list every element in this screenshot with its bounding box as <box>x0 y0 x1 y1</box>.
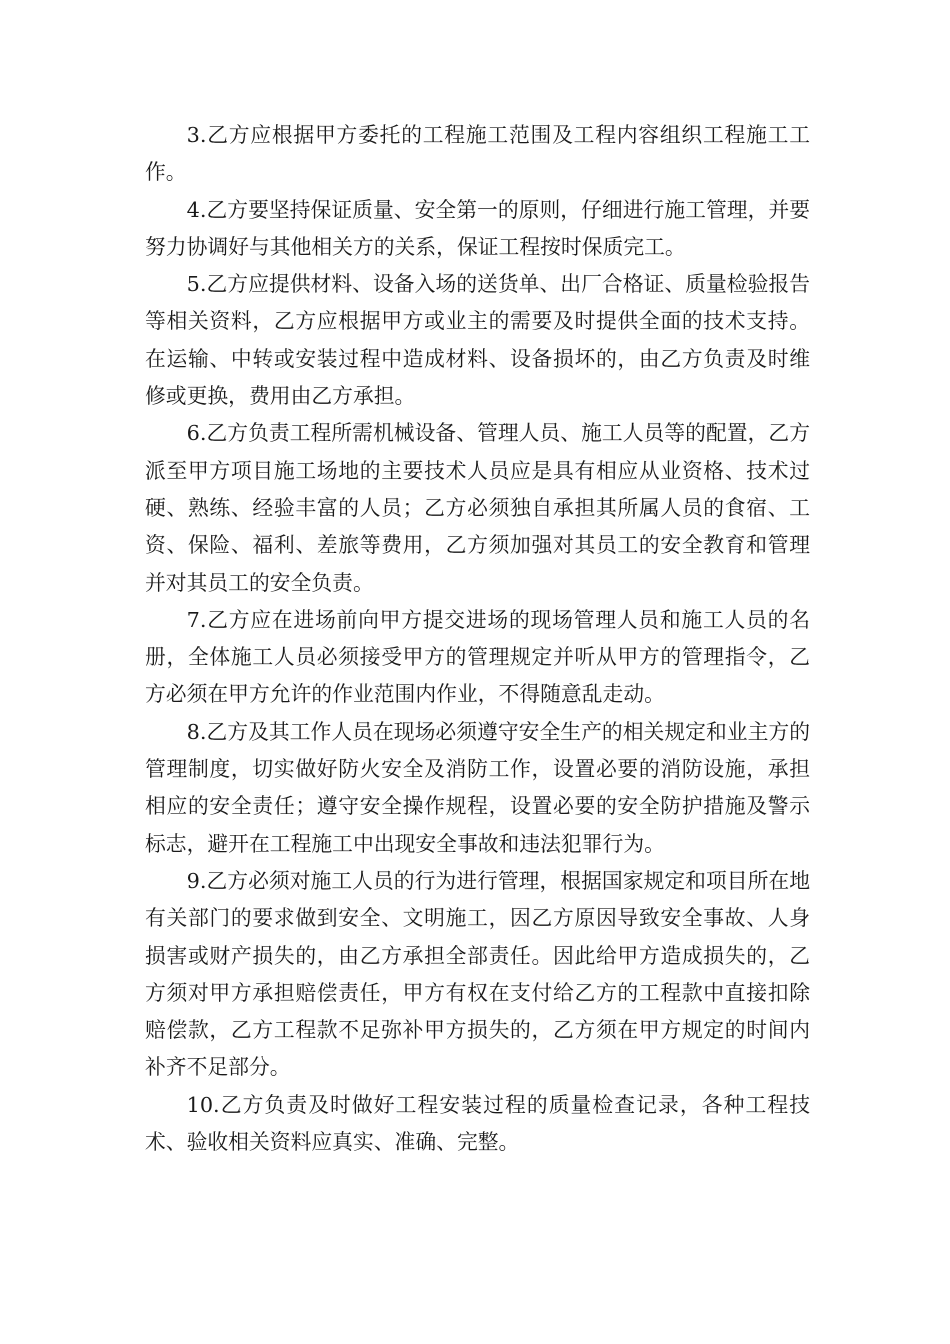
clause-6: 6.乙方负责工程所需机械设备、管理人员、施工人员等的配置，乙方派至甲方项目施工场地的主要技术人员应是具有相应从业资格、技术过硬、熟练、经验丰富的人员；乙方必须独自承担其所属人员的食宿、工资、保险、福利、差旅等费用，乙方须加强对其员工的安全教育和管理并对其员工的安全负责。 <box>145 421 810 595</box>
clause-8: 8.乙方及其工作人员在现场必须遵守安全生产的相关规定和业主方的管理制度，切实做好防火安全及消防工作，设置必要的消防设施，承担相应的安全责任；遵守安全操作规程，设置必要的安全防护措施及警示标志，避开在工程施工中出现安全事故和违法犯罪行为。 <box>145 719 810 856</box>
clause-9: 9.乙方必须对施工人员的行为进行管理，根据国家规定和项目所在地有关部门的要求做到安全、文明施工，因乙方原因导致安全事故、人身损害或财产损失的，由乙方承担全部责任。因此给甲方造成损失的，乙方须对甲方承担赔偿责任，甲方有权在支付给乙方的工程款中直接扣除赔偿款，乙方工程款不足弥补甲方损失的，乙方须在甲方规定的时间内补齐不足部分。 <box>145 868 810 1080</box>
clause-7: 7.乙方应在进场前向甲方提交进场的现场管理人员和施工人员的名册，全体施工人员必须接受甲方的管理规定并听从甲方的管理指令，乙方必须在甲方允许的作业范围内作业，不得随意乱走动。 <box>145 607 810 707</box>
clause-10: 10.乙方负责及时做好工程安装过程的质量检查记录，各种工程技术、验收相关资料应真实、准确、完整。 <box>145 1092 810 1155</box>
clause-3: 3.乙方应根据甲方委托的工程施工范围及工程内容组织工程施工工作。 <box>145 123 810 185</box>
clause-5: 5.乙方应提供材料、设备入场的送货单、出厂合格证、质量检验报告等相关资料，乙方应根据甲方或业主的需要及时提供全面的技术支持。在运输、中转或安装过程中造成材料、设备损坏的，由乙方负责及时维修或更换，费用由乙方承担。 <box>145 272 810 409</box>
clause-4: 4.乙方要坚持保证质量、安全第一的原则，仔细进行施工管理，并要努力协调好与其他相关方的关系，保证工程按时保质完工。 <box>145 197 810 259</box>
document-body <box>145 117 810 1161</box>
